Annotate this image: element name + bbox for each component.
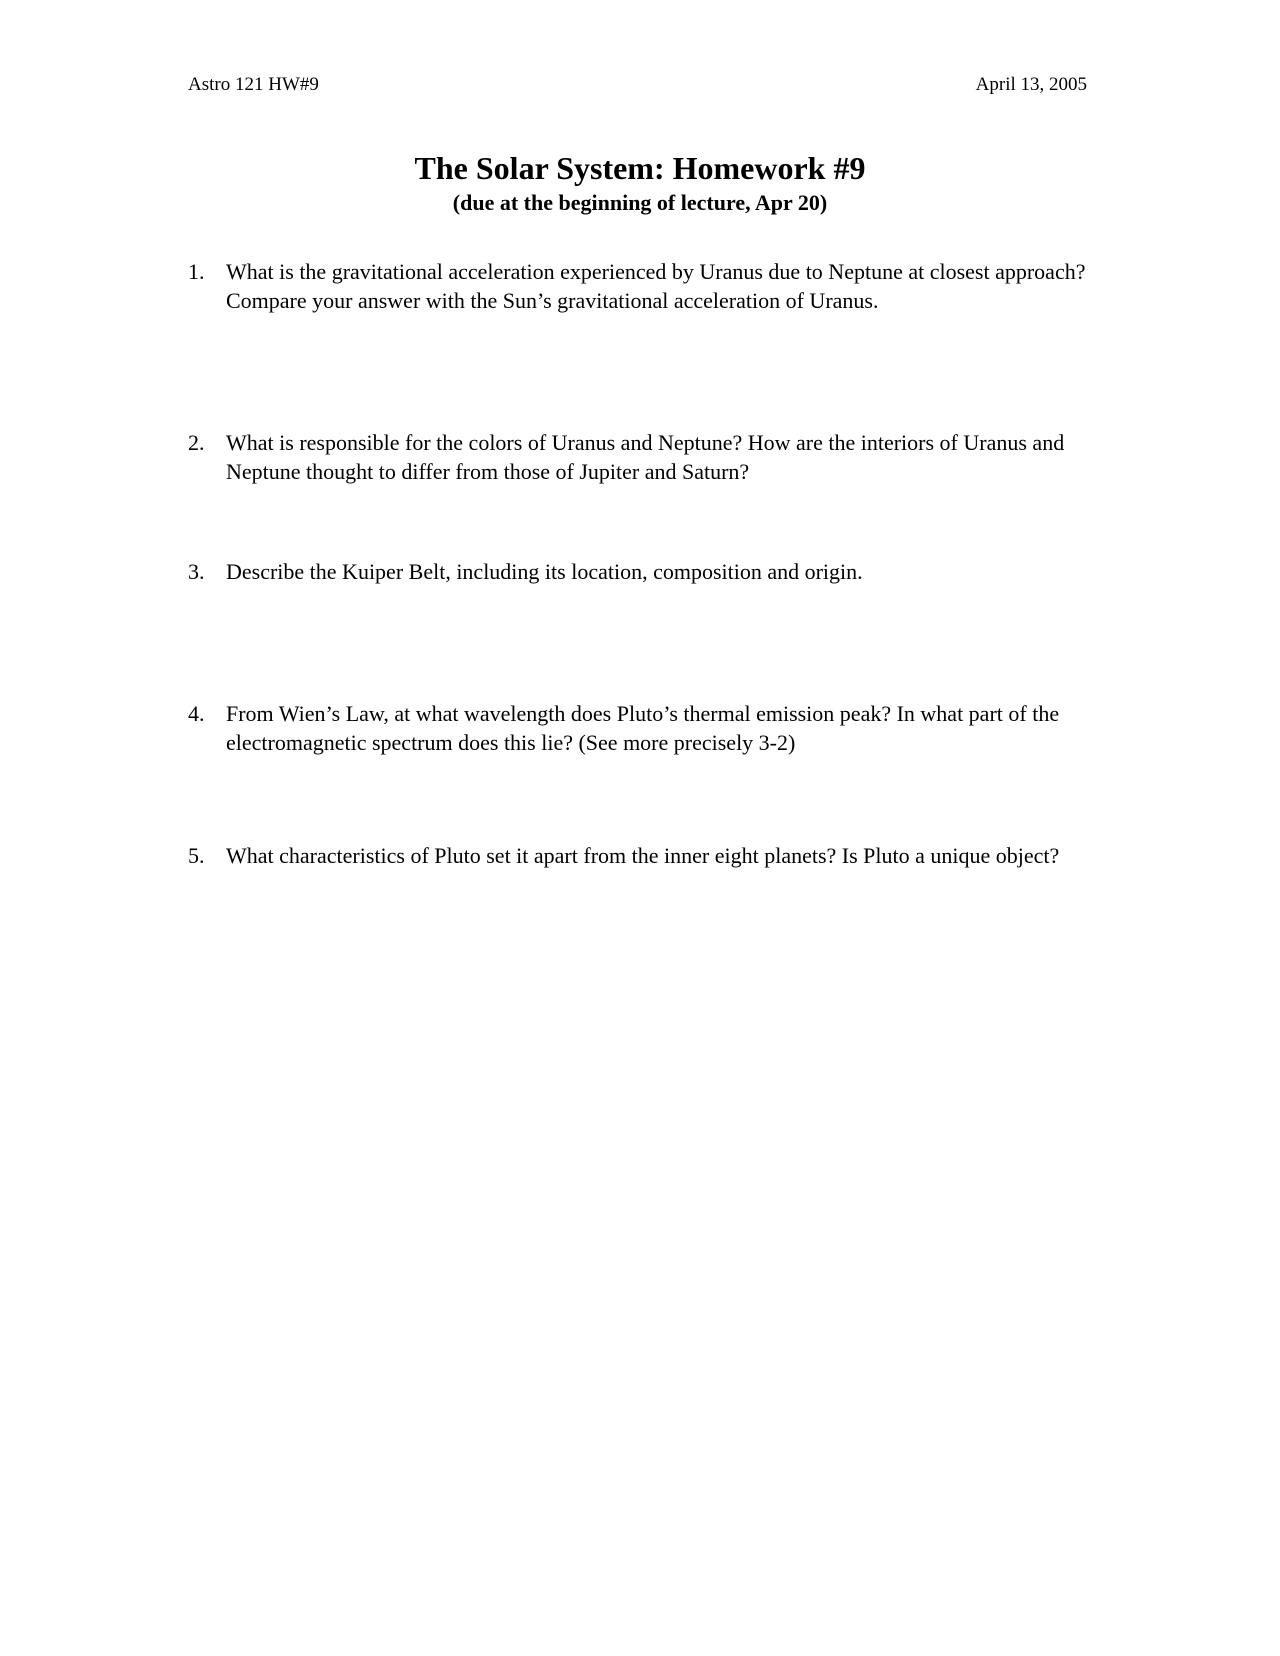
question-2: [188, 428, 1098, 486]
question-number: 5.: [188, 843, 205, 868]
header-date: April 13, 2005: [975, 74, 1087, 95]
page-title: The Solar System: Homework #9: [414, 150, 866, 186]
page-subtitle: (due at the beginning of lecture, Apr 20): [452, 190, 828, 215]
question-number: 4.: [188, 701, 205, 726]
question-number: 3.: [188, 559, 205, 584]
question-4: [188, 699, 1098, 757]
question-5: [188, 841, 1098, 870]
question-text: What characteristics of Pluto set it apart from the inner eight planets? Is Pluto a unique object?: [226, 843, 1060, 868]
question-text: What is responsible for the colors of Uranus and Neptune? How are the interiors of Uranus and Neptune thought to differ from those of Jupiter and Saturn?: [226, 430, 1065, 484]
question-text: From Wien’s Law, at what wavelength does Pluto’s thermal emission peak? In what part of the electromagnetic spectrum does this lie? (See more precisely 3-2): [226, 701, 1060, 755]
question-number: 1.: [188, 259, 205, 284]
question-number: 2.: [188, 430, 205, 455]
question-text: Describe the Kuiper Belt, including its location, composition and origin.: [226, 559, 863, 584]
question-3: [188, 557, 1098, 586]
header-course: Astro 121 HW#9: [188, 74, 319, 95]
question-text: What is the gravitational acceleration experienced by Uranus due to Neptune at closest approach? Compare your answer with the Sun’s gravitational acceleration of Uranus.: [226, 259, 1086, 313]
question-1: [188, 257, 1098, 315]
